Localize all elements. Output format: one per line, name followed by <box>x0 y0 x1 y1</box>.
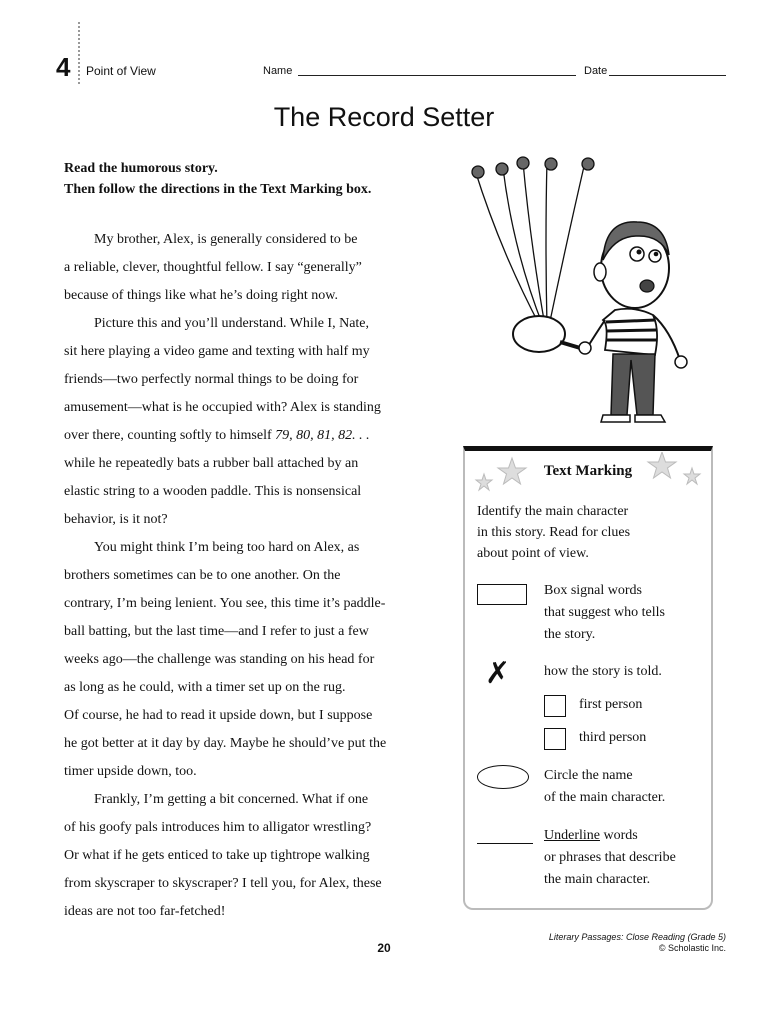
first-person-checkbox[interactable] <box>544 695 566 717</box>
name-field-line[interactable] <box>298 75 576 76</box>
story-line: contrary, I’m being lenient. You see, this time it’s paddle- <box>64 596 386 611</box>
header-dotted-divider <box>78 22 80 84</box>
story-line: from skyscraper to skyscraper? I tell you, for Alex, these <box>64 876 382 891</box>
lesson-topic: Point of View <box>86 64 156 78</box>
footer-credit <box>500 932 726 954</box>
story-line: My brother, Alex, is generally considered to be <box>94 232 358 247</box>
story-line: over there, counting softly to himself <box>64 428 276 443</box>
intro-line: about point of view. <box>477 546 589 561</box>
page-number: 20 <box>377 941 391 955</box>
underline-instruction <box>544 825 676 891</box>
underline-word: Underline <box>544 828 600 843</box>
story-line: behavior, is it not? <box>64 512 168 527</box>
story-line: Frankly, I’m getting a bit concerned. What if one <box>94 792 369 807</box>
boy-paddleball-illustration <box>455 150 720 435</box>
name-label: Name <box>263 65 293 77</box>
story-text <box>64 226 439 926</box>
source-title: Literary Passages: Close Reading (Grade 5) <box>548 932 726 942</box>
circle-instruction <box>544 765 665 809</box>
box-line: that suggest who tells <box>544 605 665 620</box>
third-person-checkbox[interactable] <box>544 728 566 750</box>
instruction-line-2: Then follow the directions in the Text Marking box. <box>64 182 372 197</box>
date-label: Date <box>584 65 608 77</box>
story-line: as long as he could, with a timer set up on the rug. <box>64 680 346 695</box>
story-line: of his goofy pals introduces him to alligator wrestling? <box>64 820 372 835</box>
count-sequence: 79, 80, 81, 82. . . <box>275 428 370 443</box>
underline-first-line <box>544 825 676 847</box>
story-line: elastic string to a wooden paddle. This is nonsensical <box>64 484 362 499</box>
box-line: Box signal words <box>544 583 642 598</box>
story-line: he got better at it day by day. Maybe he should’ve put the <box>64 736 387 751</box>
story-line: sit here playing a video game and texting with half my <box>64 344 370 359</box>
box-instruction <box>544 580 665 646</box>
story-line: weeks ago—the challenge was standing on his head for <box>64 652 375 667</box>
text-marking-title: Text Marking <box>543 463 633 479</box>
third-person-label: third person <box>579 730 647 745</box>
underline-rest: words <box>599 828 638 843</box>
circle-line: Circle the name <box>544 768 633 783</box>
story-line: friends—two perfectly normal things to be doing for <box>64 372 359 387</box>
box-symbol <box>477 584 527 605</box>
story-line: because of things like what he’s doing right now. <box>64 288 338 303</box>
box-line: the story. <box>544 627 596 642</box>
circle-symbol <box>477 765 529 789</box>
first-person-label: first person <box>579 697 643 712</box>
story-line: amusement—what is he occupied with? Alex is standing <box>64 400 381 415</box>
underline-line: or phrases that describe <box>544 850 676 865</box>
x-instruction: how the story is told. <box>544 664 662 679</box>
intro-line: Identify the main character <box>477 504 629 519</box>
story-line: ideas are not too far-fetched! <box>64 904 226 919</box>
story-line: Of course, he had to read it upside down, but I suppose <box>64 708 373 723</box>
circle-line: of the main character. <box>544 790 666 805</box>
page-title: The Record Setter <box>273 102 495 132</box>
story-line: a reliable, clever, thoughtful fellow. I say “generally” <box>64 260 362 275</box>
text-marking-intro <box>477 501 697 564</box>
story-line: brothers sometimes can be to one another. On the <box>64 568 341 583</box>
x-mark-symbol: ✗ <box>485 656 511 691</box>
story-line-with-count <box>64 422 439 450</box>
underline-line: the main character. <box>544 872 651 887</box>
story-line: You might think I’m being too hard on Alex, as <box>94 540 360 555</box>
story-line: ball batting, but the last time—and I refer to just a few <box>64 624 369 639</box>
reading-instructions <box>64 158 444 200</box>
date-field-line[interactable] <box>609 75 726 76</box>
lesson-number: 4 <box>56 52 71 82</box>
story-line: timer upside down, too. <box>64 764 197 779</box>
story-line: Or what if he gets enticed to take up tightrope walking <box>64 848 370 863</box>
intro-line: in this story. Read for clues <box>477 525 631 540</box>
instruction-line-1: Read the humorous story. <box>64 161 218 176</box>
story-line: Picture this and you’ll understand. While I, Nate, <box>94 316 370 331</box>
copyright: © Scholastic Inc. <box>658 943 726 953</box>
story-line: while he repeatedly bats a rubber ball attached by an <box>64 456 359 471</box>
underline-symbol <box>477 843 533 844</box>
